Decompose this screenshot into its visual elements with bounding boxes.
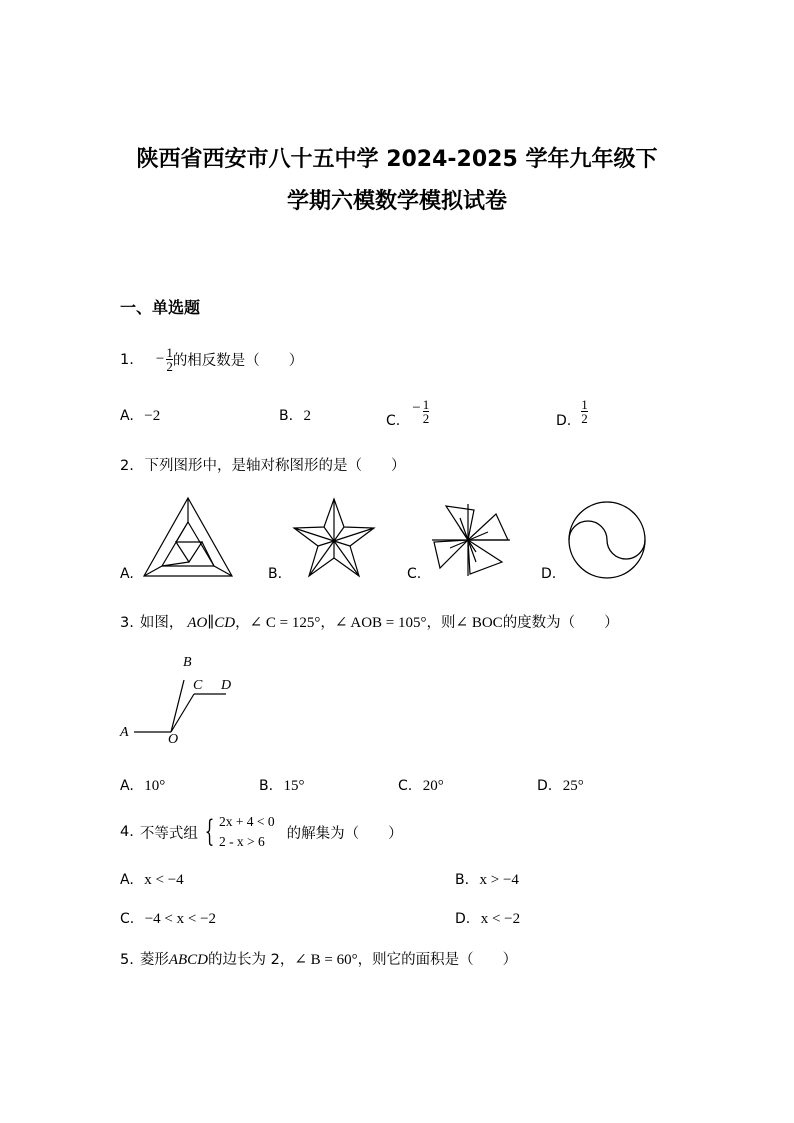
section-heading: 一、单选题 <box>120 298 201 317</box>
question-text: 的相反数是（ ） <box>172 353 304 369</box>
option-d[interactable]: D. 25° <box>537 778 584 794</box>
label-b: B <box>183 655 192 670</box>
figure-pinwheel <box>430 500 512 580</box>
question-number: 3. <box>120 615 134 631</box>
condition-parallel: AO∥CD <box>187 615 236 631</box>
minus-sign: − <box>155 351 165 367</box>
inequality-1: 2x + 4 < 0 <box>218 814 275 829</box>
figure-nested-triangles <box>140 494 236 580</box>
option-a[interactable]: A. <box>120 566 134 582</box>
question-text: 下列图形中，是轴对称图形的是（ ） <box>144 458 406 474</box>
question-2 <box>120 454 405 475</box>
condition-angle-aob: ∠ AOB = 105° <box>334 615 427 631</box>
label-a: A <box>120 725 129 740</box>
option-c[interactable]: C. <box>407 566 422 582</box>
page-title-line1: 陕西省西安市八十五中学 2024-2025 学年九年级下 <box>136 147 658 172</box>
option-d[interactable]: D. $\frac{1}{2}$ <box>556 397 588 429</box>
option-d[interactable]: D. <box>541 566 557 582</box>
fraction: $\frac{1}{2}$ <box>166 345 173 374</box>
question-number: 2. <box>120 458 134 474</box>
inequality-2: 2 - x > 6 <box>218 834 265 849</box>
option-b[interactable]: B. <box>268 566 283 582</box>
question-number: 5. <box>120 952 134 968</box>
condition-angle-b: ∠ B = 60° <box>294 952 358 968</box>
option-a[interactable]: A. 10° <box>120 778 166 794</box>
option-b[interactable]: B. 2 <box>279 408 312 424</box>
option-c[interactable]: C. − $\frac{1}{2}$ <box>386 397 430 429</box>
question-number: 4. <box>120 824 134 840</box>
figure-circle-curve <box>566 499 648 581</box>
option-b[interactable]: B. x > −4 <box>455 872 519 888</box>
label-o: O <box>168 732 179 747</box>
question-3: 3. 如图， AO∥CD ， ∠ C = 125° ， ∠ AOB = 105° ，则 ∠ BOC 的度数为（ ） <box>120 615 619 631</box>
option-d[interactable]: D. x < −2 <box>455 911 521 927</box>
inequality-system: { 2x + 4 < 0 2 - x > 6 <box>200 812 275 852</box>
question-1 <box>120 346 303 373</box>
figure-star <box>290 497 378 581</box>
question-5: 5. 菱形 ABCD 的边长为 2， ∠ B = 60° ，则它的面积是（ ） <box>120 952 518 968</box>
page-title-line2: 学期六模数学模拟试卷 <box>286 189 507 214</box>
option-c[interactable]: C. 20° <box>398 778 444 794</box>
condition-angle-c: ∠ C = 125° <box>249 615 321 631</box>
shape-name: ABCD <box>168 952 209 968</box>
label-c: C <box>193 678 203 693</box>
question-4: 4. 不等式组 { 2x + 4 < 0 2 - x > 6 的解集为（ ） <box>120 812 403 852</box>
option-c[interactable]: C. −4 < x < −2 <box>120 911 217 927</box>
option-a[interactable]: A. −2 <box>120 408 161 424</box>
option-b[interactable]: B. 15° <box>259 778 305 794</box>
question-number: 1. <box>120 351 134 368</box>
label-d: D <box>221 678 232 693</box>
option-a[interactable]: A. x < −4 <box>120 872 184 888</box>
target-angle: ∠ BOC <box>455 615 503 631</box>
